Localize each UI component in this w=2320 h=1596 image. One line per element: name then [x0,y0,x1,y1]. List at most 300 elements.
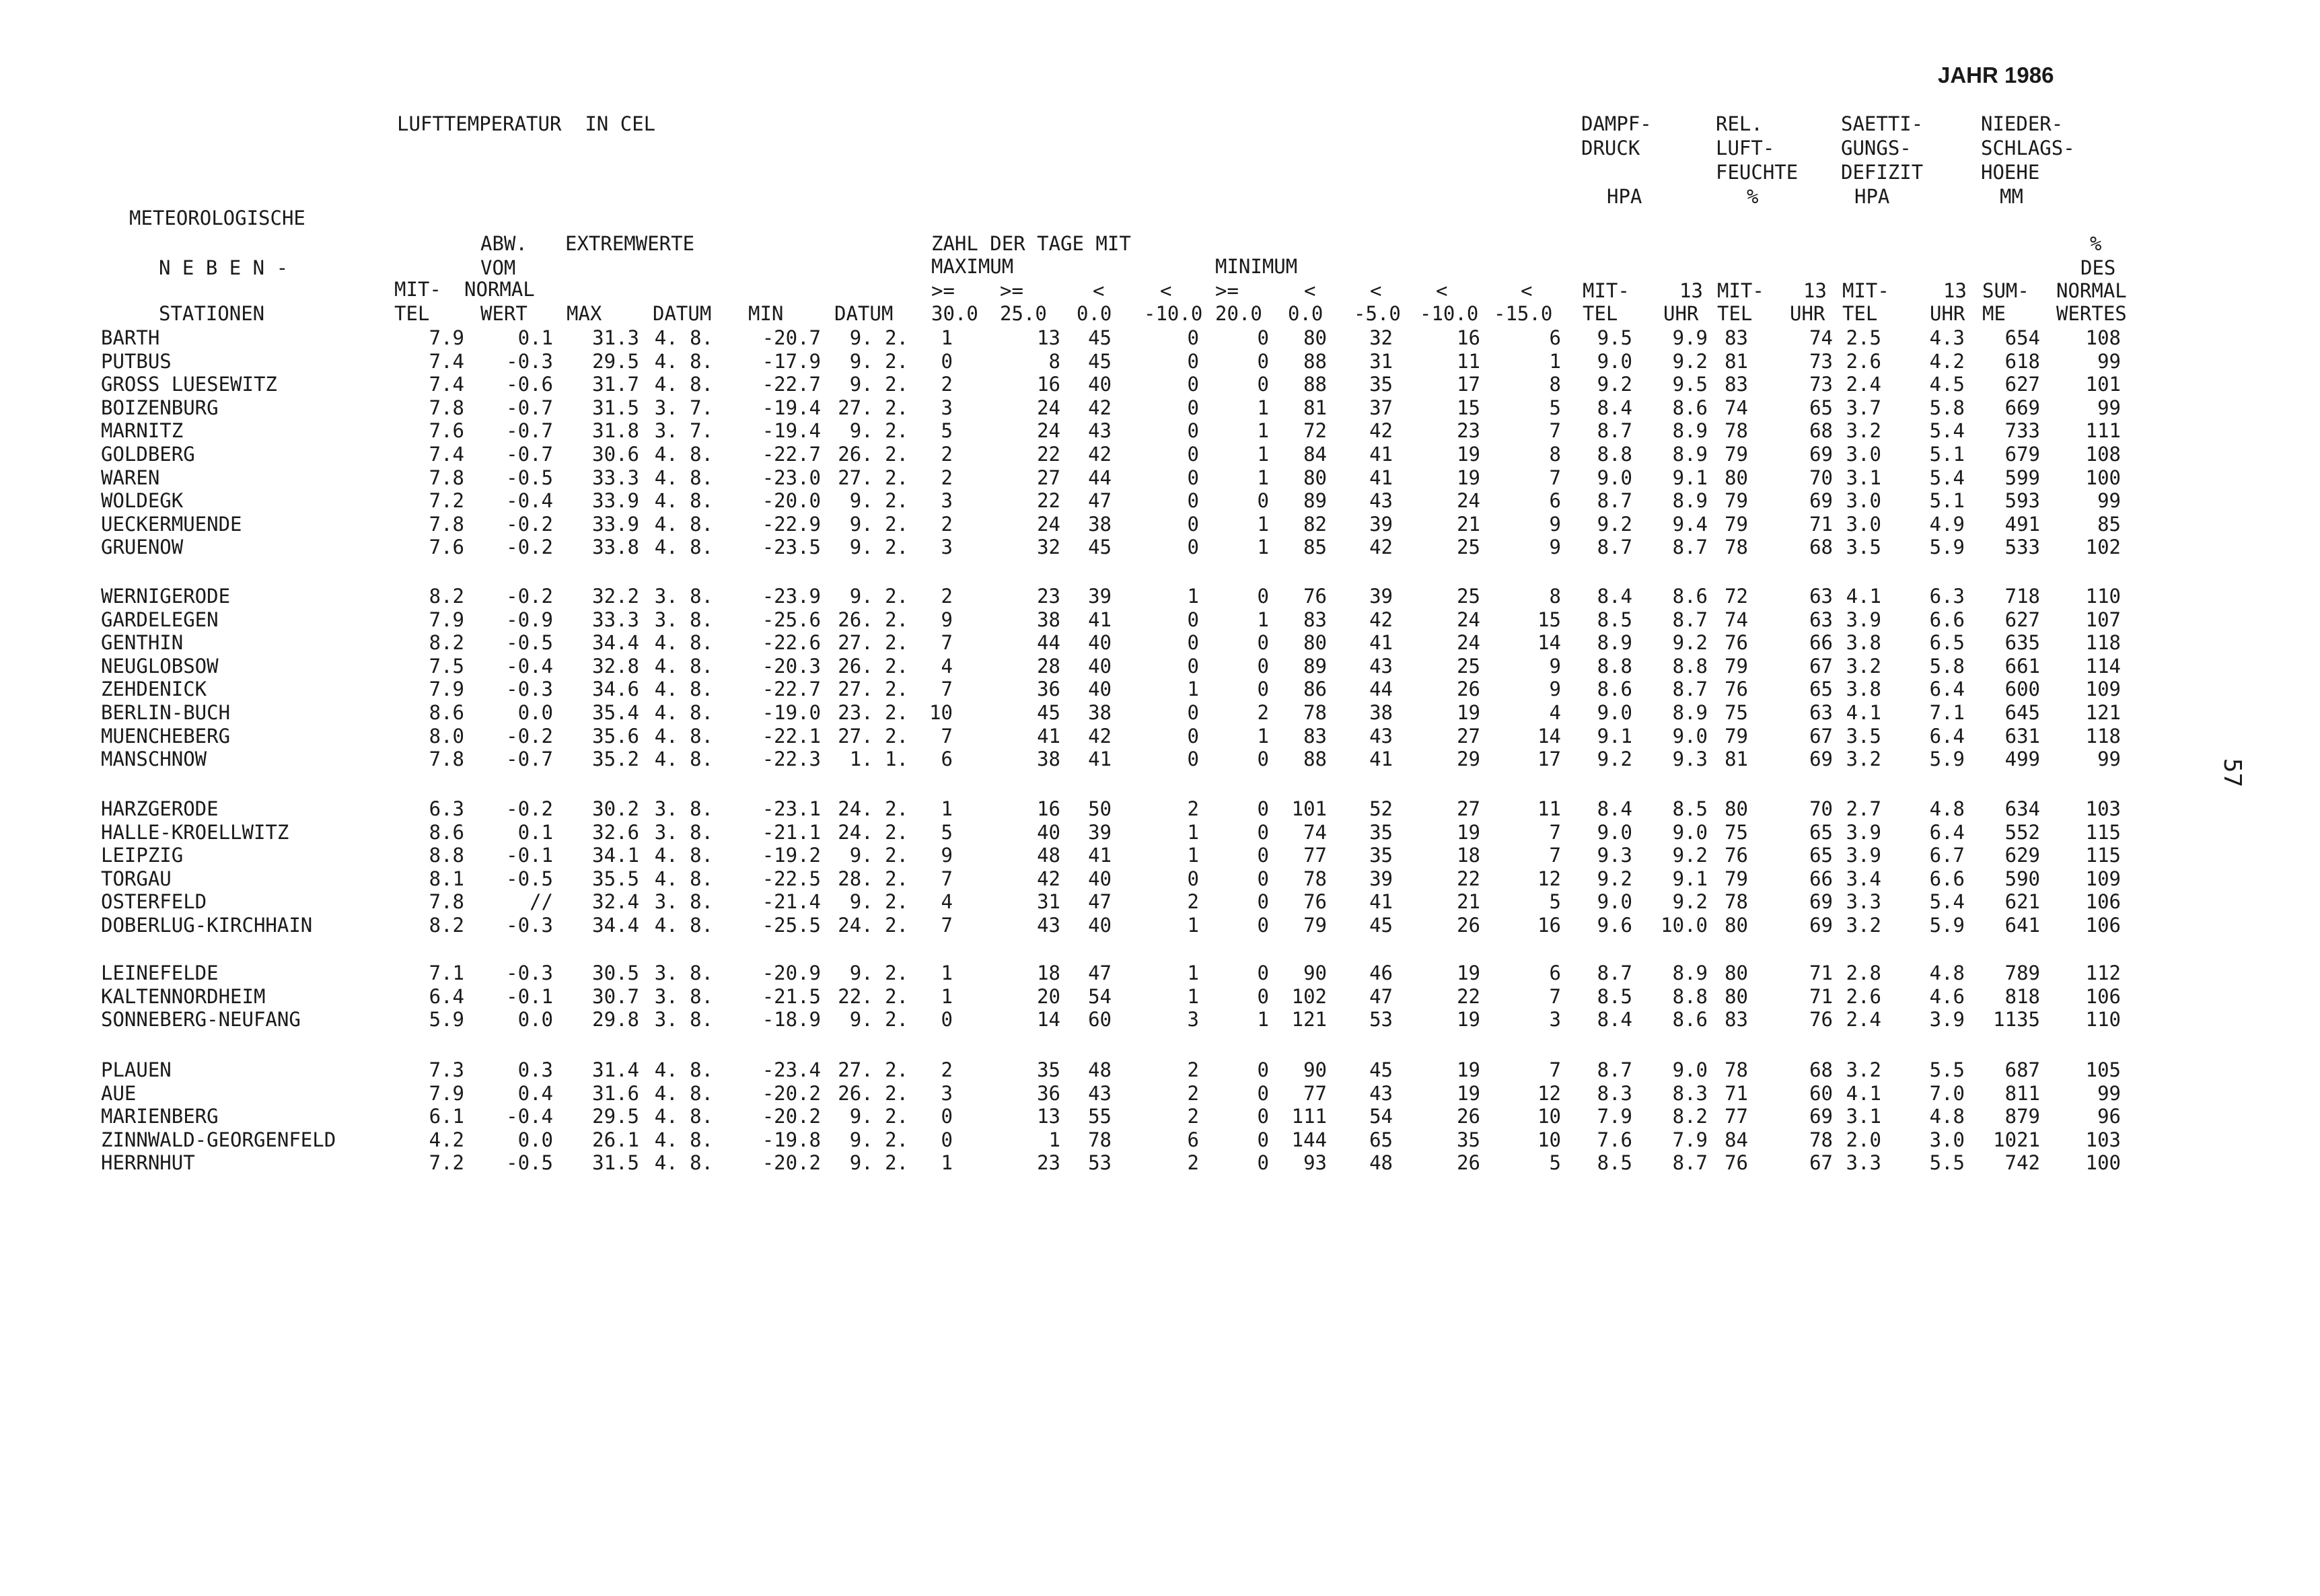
days-max-ge-25: 23 [1037,1151,1060,1175]
min-datum: 1. 1. [849,748,908,771]
max: 26.1 [592,1128,639,1151]
days-max-lt-0: 38 [1088,512,1112,536]
min-datum: 26. 2. [838,1081,908,1105]
nied-summe: 499 [2004,748,2040,771]
rel-13uhr: 74 [1809,326,1833,349]
rel-mittel: 80 [1725,914,1748,937]
rel-13uhr: 66 [1809,867,1833,890]
saet-mittel: 2.4 [1846,373,1881,396]
min: -20.7 [762,326,821,349]
days-max-lt-0: 47 [1088,962,1112,984]
max: 32.4 [592,890,639,914]
station-name: WAREN [101,466,160,489]
days-min-lt-m5: 43 [1369,724,1393,748]
rel-13uhr: 69 [1809,1105,1833,1128]
saet-13uhr: 3.0 [1929,1128,1965,1151]
nied-summe: 789 [2004,962,2040,984]
min: -20.3 [762,654,821,678]
saet-13uhr: 5.1 [1929,489,1965,513]
abw-normal: // [530,890,553,914]
max-datum: 4. 8. [654,724,713,748]
dampf-13uhr: 9.0 [1672,1058,1708,1081]
saet-13uhr: 5.4 [1929,466,1965,489]
abw-normal: -0.7 [506,748,553,771]
station-name: WERNIGERODE [101,585,231,608]
max-datum: 3. 8. [654,984,713,1008]
mittel: 7.1 [429,962,464,984]
rel-13uhr: 67 [1809,1151,1833,1175]
mittel: 6.4 [429,984,464,1008]
table-row [0,488,2320,513]
station-name: PLAUEN [101,1058,172,1081]
rel-mittel: 78 [1725,536,1748,559]
nied-summe: 533 [2004,536,2040,559]
station-name: BERLIN-BUCH [101,701,231,724]
days-max-ge-25: 13 [1037,326,1060,349]
saet-mittel: 4.1 [1846,1081,1881,1105]
saet-mittel: 3.2 [1846,748,1881,771]
days-max-lt-0: 43 [1088,419,1112,443]
dampf-mittel: 9.0 [1597,701,1632,724]
nied-prozent: 99 [2097,1081,2121,1105]
nied-prozent: 115 [2085,820,2121,844]
abw-normal: 0.4 [517,1081,553,1105]
rel-13uhr: 60 [1809,1081,1833,1105]
days-min-ge-20: 0 [1257,890,1269,914]
mittel: 7.8 [429,466,464,489]
table-row [0,913,2320,937]
rel-13uhr: 69 [1809,914,1833,937]
days-max-lt-0: 53 [1088,1151,1112,1175]
min: -23.1 [762,797,821,820]
max: 30.5 [592,962,639,984]
days-max-lt-0: 44 [1088,466,1112,489]
min-datum: 27. 2. [838,1058,908,1081]
days-max-lt-m10: 0 [1187,608,1199,631]
days-max-ge-30: 2 [941,466,953,489]
days-max-lt-0: 41 [1088,608,1112,631]
days-min-lt-m5: 48 [1369,1151,1393,1175]
table-row [0,630,2320,655]
nied-summe: 635 [2004,631,2040,655]
rel-mittel: 80 [1725,962,1748,984]
mittel: 7.8 [429,748,464,771]
days-max-ge-30: 7 [941,724,953,748]
days-max-lt-m10: 0 [1187,396,1199,419]
days-min-lt-m5: 39 [1369,867,1393,890]
saet-13uhr: 3.9 [1929,1008,1965,1031]
days-min-lt-0: 80 [1303,631,1327,655]
days-min-ge-20: 0 [1257,373,1269,396]
station-name: HARZGERODE [101,797,219,820]
dampf-13uhr: 9.2 [1672,844,1708,867]
dampf-13uhr: 8.8 [1672,654,1708,678]
days-min-lt-m10: 25 [1457,536,1480,559]
days-max-ge-25: 38 [1037,608,1060,631]
days-max-lt-m10: 1 [1187,678,1199,701]
days-min-ge-20: 0 [1257,631,1269,655]
days-max-lt-0: 40 [1088,373,1112,396]
abw-normal: -0.9 [506,608,553,631]
station-name: LEIPZIG [101,844,184,867]
dampf-mittel: 9.2 [1597,512,1632,536]
max-datum: 4. 8. [654,631,713,655]
rel-13uhr: 71 [1809,512,1833,536]
max: 32.2 [592,585,639,608]
days-min-lt-m5: 35 [1369,373,1393,396]
ext-max-label: MAX [567,302,602,325]
days-min-lt-0: 80 [1303,466,1327,489]
days-max-lt-m10: 0 [1187,654,1199,678]
days-max-lt-0: 60 [1088,1008,1112,1031]
saet-mittel: 2.5 [1846,326,1881,349]
dampf-13uhr: 8.2 [1672,1105,1708,1128]
saet-mittel: 3.7 [1846,396,1881,419]
min: -20.2 [762,1081,821,1105]
days-min-lt-m15: 6 [1549,962,1561,984]
days-min-lt-m10: 24 [1457,631,1480,655]
table-row [0,1081,2320,1105]
dampf-mittel: 8.4 [1597,1008,1632,1031]
nied-summe: 621 [2004,890,2040,914]
saet-13uhr: 6.4 [1929,724,1965,748]
rel-mittel: 79 [1725,512,1748,536]
max-datum: 3. 8. [654,962,713,984]
saet-13uhr: 5.4 [1929,419,1965,443]
station-name: OSTERFELD [101,890,207,914]
days-max-ge-25: 24 [1037,396,1060,419]
days-min-lt-m15: 6 [1549,489,1561,513]
dampf-mittel: 9.0 [1597,466,1632,489]
days-min-lt-0: 88 [1303,349,1327,373]
dampf-13uhr: 8.8 [1672,984,1708,1008]
station-name: WOLDEGK [101,489,184,513]
max-datum: 4. 8. [654,536,713,559]
days-max-lt-m10: 0 [1187,512,1199,536]
abw-normal: -0.2 [506,536,553,559]
nied-summe: 1135 [1993,1008,2040,1031]
days-max-ge-25: 22 [1037,489,1060,513]
days-max-lt-0: 47 [1088,890,1112,914]
days-min-lt-m10: 19 [1457,466,1480,489]
mittel: 4.2 [429,1128,464,1151]
days-min-lt-0: 83 [1303,608,1327,631]
days-min-ge-20: 0 [1257,1151,1269,1175]
days-min-lt-m10: 21 [1457,890,1480,914]
days-max-ge-30: 2 [941,585,953,608]
days-min-lt-m10: 19 [1457,443,1480,466]
rel-mittel: 79 [1725,867,1748,890]
station-name: HERRNHUT [101,1151,195,1175]
min-datum: 23. 2. [838,701,908,724]
nied-prozent: 99 [2097,349,2121,373]
max-datum: 4. 8. [654,349,713,373]
saet-mittel: 3.9 [1846,608,1881,631]
nied-prozent: 99 [2097,748,2121,771]
days-min-ge-20: 0 [1257,748,1269,771]
rel-13uhr: 68 [1809,419,1833,443]
rel-13uhr: 69 [1809,748,1833,771]
days-min-lt-m5: 38 [1369,701,1393,724]
page-number: 57 [2218,758,2247,788]
max-datum: 3. 8. [654,797,713,820]
days-min-ge-20: 0 [1257,962,1269,984]
nied-summe: 552 [2004,820,2040,844]
nied-prozent: 110 [2085,585,2121,608]
max-datum: 4. 8. [654,748,713,771]
days-max-lt-0: 48 [1088,1058,1112,1081]
maximum-label: MAXIMUM [931,255,1014,278]
days-min-lt-m5: 43 [1369,654,1393,678]
days-min-lt-m5: 65 [1369,1128,1393,1151]
dampf-13uhr: 9.1 [1672,867,1708,890]
saet-13uhr: 5.8 [1929,654,1965,678]
days-min-lt-m15: 11 [1537,797,1561,820]
days-max-lt-m10: 1 [1187,962,1199,984]
abw-normal: -0.3 [506,678,553,701]
days-min-lt-m10: 16 [1457,326,1480,349]
mittel: 7.4 [429,349,464,373]
nied-prozent: 100 [2085,466,2121,489]
dampf-mittel: 9.0 [1597,890,1632,914]
dampf-mittel: 7.9 [1597,1105,1632,1128]
days-max-lt-m10: 2 [1187,890,1199,914]
days-min-lt-m15: 10 [1537,1105,1561,1128]
mittel: 8.1 [429,867,464,890]
min-datum: 9. 2. [849,890,908,914]
days-min-lt-m15: 7 [1549,1058,1561,1081]
table-row [0,372,2320,396]
days-min-lt-m15: 1 [1549,349,1561,373]
nied-prozent: 108 [2085,443,2121,466]
nied-summe: 590 [2004,867,2040,890]
days-max-ge-25: 42 [1037,867,1060,890]
max: 33.3 [592,466,639,489]
days-min-lt-m15: 3 [1549,1008,1561,1031]
days-min-lt-m10: 27 [1457,724,1480,748]
min: -19.0 [762,701,821,724]
nied-prozent: 106 [2085,984,2121,1008]
max: 30.2 [592,797,639,820]
min-datum: 9. 2. [849,489,908,513]
days-min-lt-m10: 26 [1457,1151,1480,1175]
mittel: 8.2 [429,631,464,655]
days-min-lt-m15: 10 [1537,1128,1561,1151]
days-min-lt-m5: 41 [1369,890,1393,914]
max-threshold: -10.0 [1144,302,1203,325]
max-datum: 4. 8. [654,1128,713,1151]
days-min-ge-20: 0 [1257,867,1269,890]
days-min-lt-m5: 45 [1369,1058,1393,1081]
saet-mittel: 2.8 [1846,962,1881,984]
mittel: 7.9 [429,678,464,701]
station-name: GROSS LUESEWITZ [101,373,277,396]
days-min-ge-20: 0 [1257,820,1269,844]
saet-mittel: 3.0 [1846,443,1881,466]
days-min-lt-m15: 8 [1549,373,1561,396]
dampf-mittel: 7.6 [1597,1128,1632,1151]
max: 29.8 [592,1008,639,1031]
rel-mittel: 76 [1725,1151,1748,1175]
lufttemperatur-title: LUFTTEMPERATUR IN CEL [397,112,656,135]
dampf-mittel: 8.7 [1597,419,1632,443]
days-max-ge-30: 0 [941,1128,953,1151]
days-min-ge-20: 0 [1257,1105,1269,1128]
days-max-lt-0: 41 [1088,844,1112,867]
days-min-lt-m10: 24 [1457,608,1480,631]
days-min-lt-m15: 7 [1549,820,1561,844]
days-min-ge-20: 1 [1257,724,1269,748]
station-name: LEINEFELDE [101,962,219,984]
days-max-ge-25: 44 [1037,631,1060,655]
max: 33.3 [592,608,639,631]
min-threshold: -10.0 [1420,302,1479,325]
saet-13uhr: 6.5 [1929,631,1965,655]
dampf-13uhr: 8.6 [1672,1008,1708,1031]
days-max-ge-25: 40 [1037,820,1060,844]
days-max-lt-0: 42 [1088,396,1112,419]
saet-13uhr: 5.9 [1929,914,1965,937]
table-row [0,349,2320,373]
abw-normal: -0.1 [506,984,553,1008]
dampf-mittel: 9.0 [1597,349,1632,373]
max: 29.5 [592,349,639,373]
rel-mittel: 76 [1725,844,1748,867]
station-name: NEUGLOBSOW [101,654,219,678]
min-datum: 9. 2. [849,585,908,608]
max: 31.3 [592,326,639,349]
table-row [0,820,2320,844]
abw-normal: 0.1 [517,326,553,349]
days-min-lt-0: 78 [1303,867,1327,890]
nied-summe: 627 [2004,373,2040,396]
station-name: MANSCHNOW [101,748,207,771]
days-min-lt-0: 93 [1303,1151,1327,1175]
days-min-lt-m5: 43 [1369,489,1393,513]
days-min-ge-20: 0 [1257,1058,1269,1081]
days-max-lt-0: 42 [1088,443,1112,466]
days-min-ge-20: 0 [1257,326,1269,349]
days-max-ge-30: 9 [941,844,953,867]
days-min-lt-m5: 47 [1369,984,1393,1008]
min-datum: 26. 2. [838,443,908,466]
days-max-ge-30: 1 [941,1151,953,1175]
days-min-lt-m5: 53 [1369,1008,1393,1031]
days-max-lt-0: 45 [1088,349,1112,373]
days-max-lt-m10: 0 [1187,631,1199,655]
days-max-lt-0: 78 [1088,1128,1112,1151]
table-row [0,442,2320,466]
nied-summe: 599 [2004,466,2040,489]
table-row [0,654,2320,678]
saet-mittel: 3.5 [1846,724,1881,748]
days-min-lt-0: 78 [1303,701,1327,724]
days-max-lt-m10: 0 [1187,724,1199,748]
days-min-lt-m10: 19 [1457,820,1480,844]
min-threshold: 20.0 [1215,302,1262,325]
station-name: BOIZENBURG [101,396,219,419]
days-max-ge-25: 8 [1048,349,1060,373]
min-datum: 24. 2. [838,914,908,937]
min: -19.2 [762,844,821,867]
days-min-lt-m10: 35 [1457,1128,1480,1151]
max: 33.9 [592,489,639,513]
days-max-ge-30: 3 [941,489,953,513]
days-min-ge-20: 0 [1257,1081,1269,1105]
mittel: 6.1 [429,1105,464,1128]
days-max-ge-30: 5 [941,419,953,443]
nied-summe: 661 [2004,654,2040,678]
days-min-lt-0: 111 [1291,1105,1327,1128]
saet-mittel: 3.1 [1846,466,1881,489]
min-datum: 26. 2. [838,654,908,678]
min: -22.7 [762,373,821,396]
days-max-lt-0: 39 [1088,820,1112,844]
nied-prozent: 100 [2085,1151,2121,1175]
nied-summe: 491 [2004,512,2040,536]
saet-13uhr: 5.4 [1929,890,1965,914]
days-min-lt-0: 83 [1303,724,1327,748]
days-max-ge-30: 9 [941,608,953,631]
days-min-lt-m10: 18 [1457,844,1480,867]
days-max-lt-m10: 2 [1187,797,1199,820]
saet-mittel: 3.2 [1846,654,1881,678]
days-max-ge-30: 3 [941,536,953,559]
table-row [0,512,2320,536]
abw-normal: 0.3 [517,1058,553,1081]
rel-mittel: 76 [1725,631,1748,655]
min-datum: 9. 2. [849,512,908,536]
nied-summe: 629 [2004,844,2040,867]
max-datum: 4. 8. [654,1058,713,1081]
days-min-lt-0: 86 [1303,678,1327,701]
saet-13uhr: 5.1 [1929,443,1965,466]
min: -22.7 [762,678,821,701]
min-datum: 22. 2. [838,984,908,1008]
abw-normal: 0.0 [517,701,553,724]
saet-13uhr: 6.7 [1929,844,1965,867]
max-op: < [1093,279,1105,302]
dampf-13uhr: 8.7 [1672,678,1708,701]
max: 34.1 [592,844,639,867]
days-min-lt-m10: 27 [1457,797,1480,820]
mittel: 7.9 [429,608,464,631]
days-min-ge-20: 0 [1257,654,1269,678]
nied-prozent: 103 [2085,1128,2121,1151]
nied-prozent: 107 [2085,608,2121,631]
saet-13uhr: 4.9 [1929,512,1965,536]
max: 33.8 [592,536,639,559]
saet-mittel: 3.3 [1846,890,1881,914]
min: -22.9 [762,512,821,536]
zahl-label: ZAHL DER TAGE MIT [931,232,1131,255]
saet-mittel: 2.4 [1846,1008,1881,1031]
min-datum: 9. 2. [849,349,908,373]
days-max-ge-30: 0 [941,1105,953,1128]
days-min-lt-m15: 7 [1549,984,1561,1008]
abw-normal: 0.0 [517,1128,553,1151]
days-min-ge-20: 0 [1257,489,1269,513]
dampf-mittel: 9.0 [1597,820,1632,844]
max: 35.5 [592,867,639,890]
days-min-lt-m15: 4 [1549,701,1561,724]
days-min-lt-0: 77 [1303,844,1327,867]
max: 32.8 [592,654,639,678]
days-min-lt-m5: 43 [1369,1081,1393,1105]
max-datum: 3. 8. [654,585,713,608]
station-name: GARDELEGEN [101,608,219,631]
nied-summe: 645 [2004,701,2040,724]
